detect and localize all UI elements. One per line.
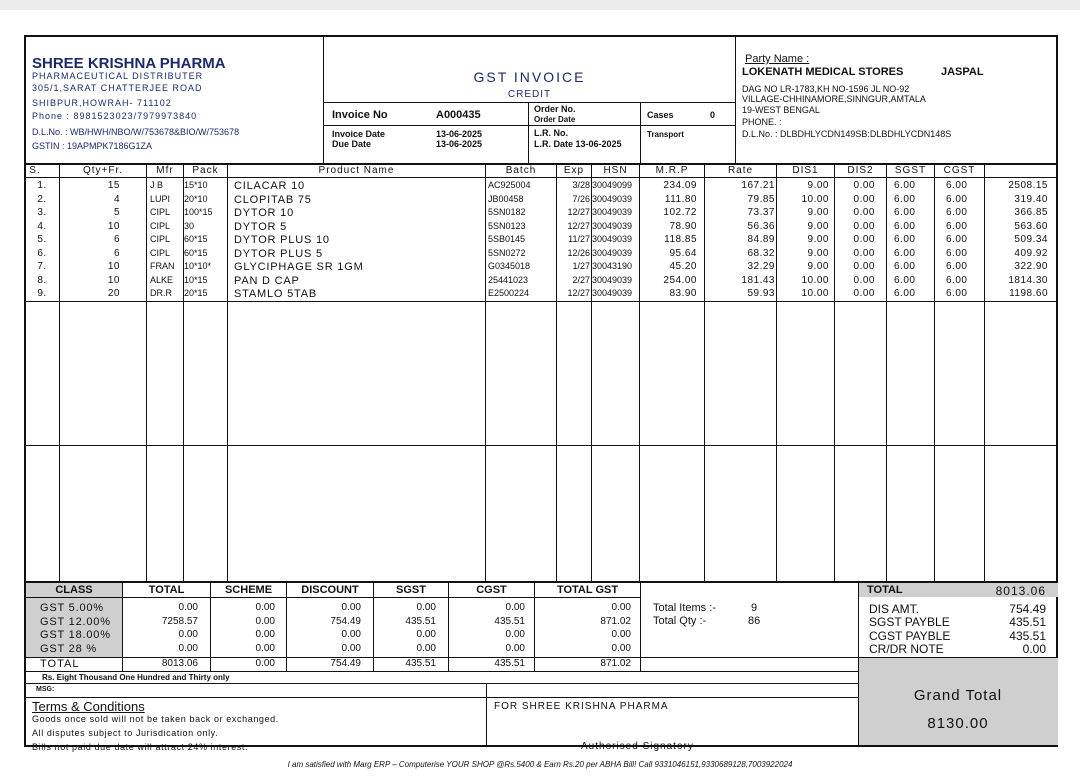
cell-cgst: 6.00 [946, 180, 968, 191]
summary-total-sgst: 435.51 [405, 658, 436, 669]
authorised-signatory: Authorised Signatory [581, 741, 694, 752]
footer-note: I am satisfied with Marg ERP – Computerise YOUR SHOP @Rs.5400 & Earn Rs.20 per ABHA Bill! Call 9331046151,9330689128,7003922024 [287, 760, 793, 769]
cell-name: DYTOR 10 [234, 207, 294, 219]
cell-dis2: 0.00 [853, 288, 875, 299]
terms-title: Terms & Conditions [32, 699, 145, 714]
cell-dis1: 9.00 [807, 207, 829, 218]
cell-qty: 10 [107, 261, 120, 272]
summary-row [26, 643, 640, 656]
msg-label: MSG: [36, 686, 55, 693]
cell-dis2: 0.00 [853, 261, 875, 272]
party-dl: D.L.No. : DLBDHLYCDN149SB:DLBDHLYCDN148S [742, 129, 952, 139]
cell-pack: 100*15 [184, 207, 213, 217]
summary-scheme: 0.00 [255, 615, 275, 627]
cell-mfr: CIPL [150, 234, 171, 244]
cell-cgst: 6.00 [946, 234, 968, 245]
cell-amt: 322.90 [1014, 261, 1048, 272]
table-row [26, 234, 1058, 247]
grand-total-label: Grand Total [913, 687, 1003, 704]
cell-pack: 20*15 [184, 288, 208, 298]
summary-sgst: 435.51 [405, 615, 436, 627]
column-header: SGST [894, 165, 927, 176]
summary-total-row [26, 658, 640, 671]
cell-s: 3. [37, 207, 47, 218]
cell-mfr: CIPL [150, 247, 171, 258]
cell-rate: 79.85 [747, 193, 775, 205]
cell-mrp: 254.00 [663, 274, 697, 286]
cell-cgst: 6.00 [946, 207, 968, 218]
summary-gst: 0.00 [611, 642, 631, 654]
cell-mrp: 95.64 [669, 247, 697, 259]
summary-cls: GST 5.00% [40, 602, 104, 614]
due-date-label: Due Date [332, 139, 372, 149]
cell-mrp: 102.72 [663, 207, 697, 218]
summary-total-cls: TOTAL [40, 658, 80, 670]
cell-cgst: 6.00 [946, 220, 968, 232]
cell-cgst: 6.00 [946, 193, 968, 205]
invoice-subtitle: CREDIT [507, 89, 552, 100]
terms-line-3: Bills not paid due date will attract 24% interest. [32, 742, 249, 752]
cell-dis2: 0.00 [853, 180, 875, 191]
summary-scheme: 0.00 [255, 629, 275, 640]
cell-qty: 15 [107, 180, 120, 191]
cell-dis2: 0.00 [853, 247, 875, 259]
crdr-note: 0.00 [1022, 642, 1046, 656]
party-label: Party Name : [745, 53, 810, 65]
grand-total-value: 8130.00 [927, 715, 989, 732]
cgst-payble: 435.51 [1009, 629, 1046, 643]
cell-sgst: 6.00 [894, 220, 916, 232]
cell-qty: 5 [113, 207, 120, 218]
cell-batch: G0345018 [488, 261, 531, 271]
cell-amt: 319.40 [1014, 193, 1048, 205]
cell-mfr: CIPL [150, 220, 171, 231]
cell-mfr: DR.R [150, 288, 172, 298]
cell-s: 7. [37, 261, 47, 272]
cell-batch: 25441023 [488, 274, 529, 285]
column-header: M.R.P [655, 165, 689, 176]
column-header: Pack [192, 165, 219, 176]
column-header: Mfr [156, 165, 174, 176]
summary-header: CGST [476, 584, 507, 596]
cell-sgst: 6.00 [894, 207, 916, 218]
summary-total: 0.00 [178, 642, 198, 654]
summary-row [26, 629, 640, 642]
cell-batch: 5SB0145 [488, 234, 526, 244]
cell-hsn: 30049099 [592, 180, 633, 190]
summary-scheme: 0.00 [255, 642, 275, 654]
cell-rate: 68.32 [747, 247, 775, 259]
cell-amt: 2508.15 [1008, 180, 1048, 191]
cell-mrp: 118.85 [664, 234, 697, 245]
cell-s: 1. [37, 180, 47, 191]
column-header: Rate [727, 165, 754, 176]
cell-cgst: 6.00 [946, 274, 968, 286]
cell-qty: 6 [113, 234, 120, 245]
cell-dis2: 0.00 [853, 193, 875, 205]
cell-hsn: 30043190 [592, 261, 633, 271]
seller-address-1: 305/1,SARAT CHATTERJEE ROAD [32, 83, 203, 93]
cell-amt: 409.92 [1014, 247, 1048, 259]
column-header: Batch [505, 165, 537, 176]
cell-qty: 10 [107, 274, 120, 286]
invoice-title: GST INVOICE [473, 69, 586, 85]
summary-cgst: 0.00 [505, 602, 525, 613]
cell-rate: 181.43 [741, 274, 775, 286]
cell-sgst: 6.00 [894, 180, 916, 191]
column-header: Product Name [318, 165, 395, 176]
column-header: Qty+Fr. [82, 165, 124, 176]
cell-hsn: 30049039 [592, 288, 633, 298]
column-header: Exp [563, 165, 585, 176]
cell-name: GLYCIPHAGE SR 1GM [234, 261, 364, 273]
cell-s: 9. [37, 288, 47, 299]
cell-dis2: 0.00 [853, 207, 875, 218]
table-row [26, 207, 1058, 220]
cell-cgst: 6.00 [946, 261, 968, 272]
table-row [26, 194, 1058, 207]
transport-label: Transport [647, 130, 684, 139]
crdr-note-label: CR/DR NOTE [869, 642, 944, 656]
cases-label: Cases [647, 110, 674, 120]
cell-s: 6. [37, 247, 47, 259]
summary-gst: 0.00 [611, 629, 631, 640]
cell-mfr: FRAN [150, 261, 175, 271]
cell-mrp: 45.20 [669, 261, 697, 272]
cell-name: PAN D CAP [234, 274, 300, 287]
cell-dis1: 10.00 [801, 193, 829, 205]
cell-batch: E2500224 [488, 288, 530, 298]
dis-amt: 754.49 [1009, 602, 1046, 616]
cell-mfr: LUPI [150, 193, 171, 204]
cell-batch: 5SN0182 [488, 207, 526, 217]
summary-total: 0.00 [178, 602, 198, 613]
cell-exp: 12/27 [567, 220, 590, 231]
cell-cgst: 6.00 [946, 247, 968, 259]
cell-exp: 2/27 [572, 274, 590, 285]
cell-pack: 60*15 [184, 234, 208, 244]
cell-name: DYTOR 5 [234, 220, 288, 233]
summary-header: DISCOUNT [301, 584, 359, 596]
summary-cls: GST 28 % [40, 642, 97, 655]
for-company: FOR SHREE KRISHNA PHARMA [494, 701, 669, 712]
summary-total: 7258.57 [161, 615, 198, 627]
cell-dis1: 9.00 [807, 261, 829, 272]
column-header: S. [29, 165, 41, 176]
cell-amt: 1814.30 [1008, 274, 1048, 286]
column-header: DIS1 [792, 165, 819, 176]
cell-mfr: ALKE [150, 274, 174, 285]
cell-hsn: 30049039 [592, 247, 633, 258]
cell-rate: 84.89 [747, 234, 775, 245]
summary-header: CLASS [55, 584, 93, 596]
table-row [26, 288, 1058, 301]
cell-pack: 10*15 [184, 274, 208, 285]
terms-line-2: All disputes subject to Jurisdication only. [32, 728, 219, 738]
cell-batch: 5SN0272 [488, 247, 526, 258]
cell-exp: 3/28 [572, 180, 590, 190]
cell-batch: AC925004 [488, 180, 531, 190]
cell-sgst: 6.00 [894, 274, 916, 286]
cell-rate: 73.37 [747, 207, 775, 218]
invoice-no-label: Invoice No [332, 109, 388, 121]
column-header: CGST [943, 165, 976, 176]
cell-pack: 15*10 [184, 180, 208, 190]
cell-rate: 32.29 [747, 261, 775, 272]
cell-sgst: 6.00 [894, 261, 916, 272]
due-date: 13-06-2025 [436, 139, 483, 149]
summary-sgst: 0.00 [416, 629, 436, 640]
cell-name: DYTOR PLUS 10 [234, 234, 330, 246]
cell-batch: 5SN0123 [488, 220, 526, 231]
total-items: 9 [751, 602, 758, 614]
table-row [26, 275, 1058, 288]
invoice-date: 13-06-2025 [436, 129, 483, 139]
table-row [26, 221, 1058, 234]
summary-sgst: 0.00 [416, 602, 436, 613]
cell-qty: 20 [107, 288, 120, 299]
column-header: HSN [603, 165, 628, 176]
cell-amt: 366.85 [1014, 207, 1048, 218]
cell-dis1: 9.00 [807, 247, 829, 259]
cell-dis1: 10.00 [801, 288, 829, 299]
invoice-frame [24, 35, 1058, 752]
sgst-payble-label: SGST PAYBLE [869, 615, 950, 629]
summary-cls: GST 12.00% [40, 615, 111, 628]
summary-total-gst: 871.02 [600, 658, 631, 669]
cell-hsn: 30049039 [592, 234, 633, 244]
cell-mrp: 111.80 [664, 193, 697, 205]
cases-value: 0 [710, 110, 716, 120]
cell-s: 5. [37, 234, 47, 245]
cell-exp: 7/26 [572, 193, 590, 204]
cell-rate: 59.93 [747, 288, 775, 299]
total-items-label: Total Items :- [653, 602, 716, 614]
order-date-label: Order Date [534, 115, 576, 124]
cell-dis2: 0.00 [853, 274, 875, 286]
cell-sgst: 6.00 [894, 234, 916, 245]
cell-sgst: 6.00 [894, 247, 916, 259]
cell-pack: 30 [184, 220, 195, 231]
seller-dl: D.L.No. : WB/HWH/NBO/W/753678&BIO/W/753678 [32, 127, 240, 137]
invoice-no: A000435 [436, 109, 481, 121]
cell-qty: 4 [113, 193, 120, 205]
total-qty: 86 [748, 615, 761, 627]
cell-amt: 1198.60 [1009, 288, 1048, 299]
cell-name: DYTOR PLUS 5 [234, 247, 323, 260]
party-city: JASPAL [941, 66, 984, 78]
cell-hsn: 30049039 [592, 220, 633, 231]
cell-s: 4. [37, 220, 47, 232]
summary-header: SGST [396, 584, 426, 596]
cell-rate: 56.36 [747, 220, 775, 232]
cell-name: CILACAR 10 [234, 180, 305, 192]
cell-name: CLOPITAB 75 [234, 193, 312, 206]
cell-pack: 10*10* [184, 261, 212, 271]
party-name: LOKENATH MEDICAL STORES [742, 66, 904, 78]
summary-header: TOTAL GST [556, 584, 619, 596]
cell-sgst: 6.00 [894, 193, 916, 205]
cell-mfr: CIPL [150, 207, 171, 217]
cell-qty: 6 [113, 247, 120, 259]
summary-cgst: 0.00 [505, 642, 525, 654]
summary-header: SCHEME [224, 584, 273, 596]
cell-mfr: J B [150, 180, 164, 190]
sgst-payble: 435.51 [1009, 615, 1046, 629]
order-no-label: Order No. [534, 104, 576, 114]
cell-dis1: 9.00 [807, 234, 829, 245]
seller-name: SHREE KRISHNA PHARMA [32, 55, 226, 72]
table-row [26, 261, 1058, 274]
cell-hsn: 30049039 [592, 274, 633, 285]
summary-total-cgst: 435.51 [494, 658, 525, 669]
cell-hsn: 30049039 [592, 193, 633, 204]
total-qty-label: Total Qty :- [653, 615, 707, 627]
cell-mrp: 83.90 [669, 288, 697, 299]
cell-pack: 60*15 [184, 247, 208, 258]
amount-in-words: Rs. Eight Thousand One Hundred and Thirty only [42, 673, 230, 682]
summary-gst: 0.00 [611, 602, 631, 613]
cgst-payble-label: CGST PAYBLE [869, 629, 951, 643]
cell-batch: JB00458 [488, 193, 524, 204]
totals-label: TOTAL [867, 584, 903, 596]
summary-discount: 0.00 [341, 642, 361, 654]
cell-sgst: 6.00 [894, 288, 916, 299]
seller-type: PHARMACEUTICAL DISTRIBUTER [32, 71, 204, 81]
seller-phone: Phone : 8981523023/7979973840 [32, 111, 198, 121]
cell-dis1: 9.00 [807, 220, 829, 232]
lr-date: L.R. Date 13-06-2025 [534, 139, 622, 149]
seller-gstin: GSTIN : 19APMPK7186G1ZA [32, 141, 153, 151]
invoice-date-label: Invoice Date [332, 129, 386, 139]
summary-cgst: 0.00 [505, 629, 525, 640]
cell-hsn: 30049039 [592, 207, 633, 217]
cell-mrp: 234.09 [663, 180, 697, 191]
summary-discount: 0.00 [341, 602, 361, 613]
cell-exp: 12/27 [567, 288, 590, 298]
cell-qty: 10 [107, 220, 120, 232]
cell-exp: 1/27 [572, 261, 590, 271]
party-phone: PHONE. : [742, 117, 782, 127]
column-header: DIS2 [847, 165, 874, 176]
summary-total-total: 8013.06 [161, 658, 198, 669]
summary-discount: 0.00 [341, 629, 361, 640]
table-row [26, 248, 1058, 261]
summary-header: TOTAL [148, 584, 185, 596]
summary-scheme: 0.00 [255, 602, 275, 613]
cell-amt: 563.60 [1014, 220, 1048, 232]
cell-dis2: 0.00 [853, 220, 875, 232]
table-row [26, 180, 1058, 193]
cell-name: STAMLO 5TAB [234, 288, 317, 300]
summary-discount: 754.49 [330, 615, 361, 627]
cell-dis1: 10.00 [801, 274, 829, 286]
cell-pack: 20*10 [184, 193, 208, 204]
summary-sgst: 0.00 [416, 642, 436, 654]
dis-amt-label: DIS AMT. [869, 602, 920, 616]
cell-amt: 509.34 [1014, 234, 1048, 245]
totals-value: 8013.06 [995, 584, 1046, 598]
cell-exp: 11/27 [568, 234, 590, 244]
cell-s: 8. [37, 274, 47, 286]
cell-exp: 12/26 [567, 247, 590, 258]
cell-rate: 167.21 [741, 180, 775, 191]
summary-total-discount: 754.49 [330, 658, 361, 669]
cell-cgst: 6.00 [946, 288, 968, 299]
cell-exp: 12/27 [567, 207, 590, 217]
seller-address-2: SHIBPUR,HOWRAH- 711102 [32, 98, 172, 108]
cell-mrp: 78.90 [669, 220, 697, 232]
summary-gst: 871.02 [600, 615, 631, 627]
party-address-1: DAG NO LR-1783,KH NO-1596 JL NO-92 [742, 84, 910, 94]
cell-dis2: 0.00 [853, 234, 875, 245]
summary-total-scheme: 0.00 [255, 658, 275, 669]
party-address-2: VILLAGE-CHHINAMORE,SINNGUR,AMTALA [742, 94, 926, 104]
summary-cls: GST 18.00% [40, 629, 111, 641]
terms-line-1: Goods once sold will not be taken back or exchanged. [32, 714, 279, 724]
cell-dis1: 9.00 [807, 180, 829, 191]
summary-cgst: 435.51 [494, 615, 525, 627]
summary-total: 0.00 [178, 629, 198, 640]
summary-row [26, 602, 640, 615]
cell-s: 2. [37, 193, 47, 205]
summary-row [26, 616, 640, 629]
party-address-3: 19-WEST BENGAL [742, 105, 820, 115]
lr-no-label: L.R. No. [534, 128, 568, 138]
invoice-page [0, 10, 1080, 784]
